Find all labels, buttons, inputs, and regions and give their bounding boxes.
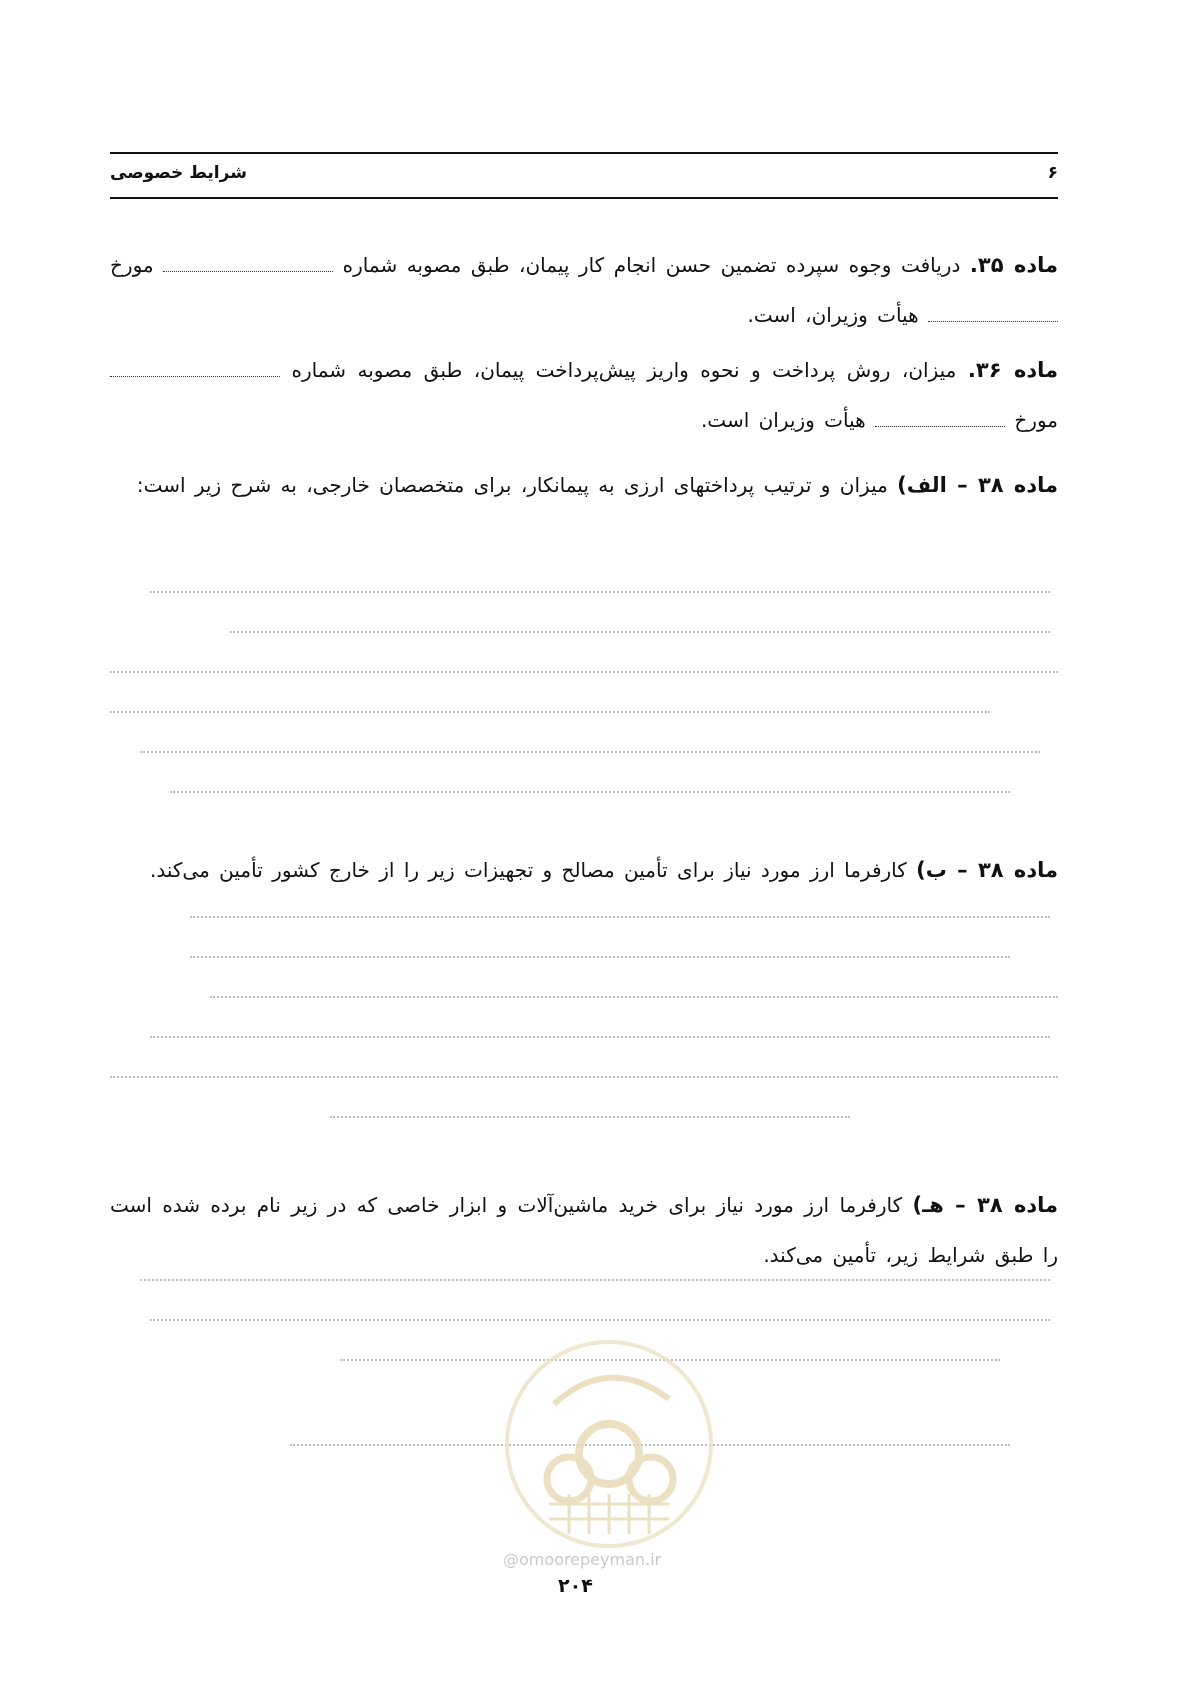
article-text: میزان، روش پرداخت و نحوه واریز پیش‌پرداخت پیمان، طبق مصوبه شماره bbox=[291, 358, 957, 382]
article-text: مورخ bbox=[110, 253, 154, 277]
page-number: ۲۰۴ bbox=[558, 1575, 593, 1597]
article-label: ماده ۳۵. bbox=[969, 253, 1059, 277]
article-label: ماده ۳۸ – هـ) bbox=[912, 1193, 1059, 1217]
publisher-seal-watermark bbox=[505, 1340, 713, 1548]
fill-blank bbox=[875, 416, 1005, 427]
article-38-alef bbox=[110, 460, 1058, 510]
article-label: ماده ۳۸ – ب) bbox=[916, 858, 1058, 882]
fill-blank bbox=[110, 366, 280, 377]
gear-icon bbox=[509, 1344, 709, 1544]
running-header-page: ۶ bbox=[1047, 163, 1058, 183]
article-text: کارفرما ارز مورد نیاز برای تأمین مصالح و تجهیزات زیر را از خارج کشور تأمین می‌کند. bbox=[150, 858, 907, 882]
article-38-he bbox=[110, 1180, 1058, 1280]
article-38-be bbox=[110, 845, 1058, 895]
article-text: دریافت وجوه سپرده تضمین حسن انجام کار پیمان، طبق مصوبه شماره bbox=[342, 253, 961, 277]
article-label: ماده ۳۶. bbox=[967, 358, 1059, 382]
article-label: ماده ۳۸ – الف) bbox=[897, 473, 1058, 497]
article-text: هیأت وزیران، است. bbox=[747, 303, 919, 327]
article-text: هیأت وزیران است. bbox=[700, 408, 866, 432]
article-text: میزان و ترتیب پرداختهای ارزی به پیمانکار، برای متخصصان خارجی، به شرح زیر است: bbox=[136, 473, 888, 497]
article-text: مورخ bbox=[1014, 408, 1058, 432]
watermark-url: @omoorepeyman.ir bbox=[503, 1550, 662, 1569]
running-header-title: شرایط خصوصی bbox=[110, 163, 247, 183]
header-rule-top bbox=[110, 152, 1058, 154]
fill-blank bbox=[163, 261, 333, 272]
article-35 bbox=[110, 240, 1058, 340]
fill-blank bbox=[928, 311, 1058, 322]
header-rule-bottom bbox=[110, 197, 1058, 199]
article-36 bbox=[110, 345, 1058, 445]
article-text: کارفرما ارز مورد نیاز برای خرید ماشین‌آلات و ابزار خاصی که در زیر نام برده شده است را طبق شرایط زیر، تأمین می‌کند. bbox=[110, 1193, 1058, 1267]
